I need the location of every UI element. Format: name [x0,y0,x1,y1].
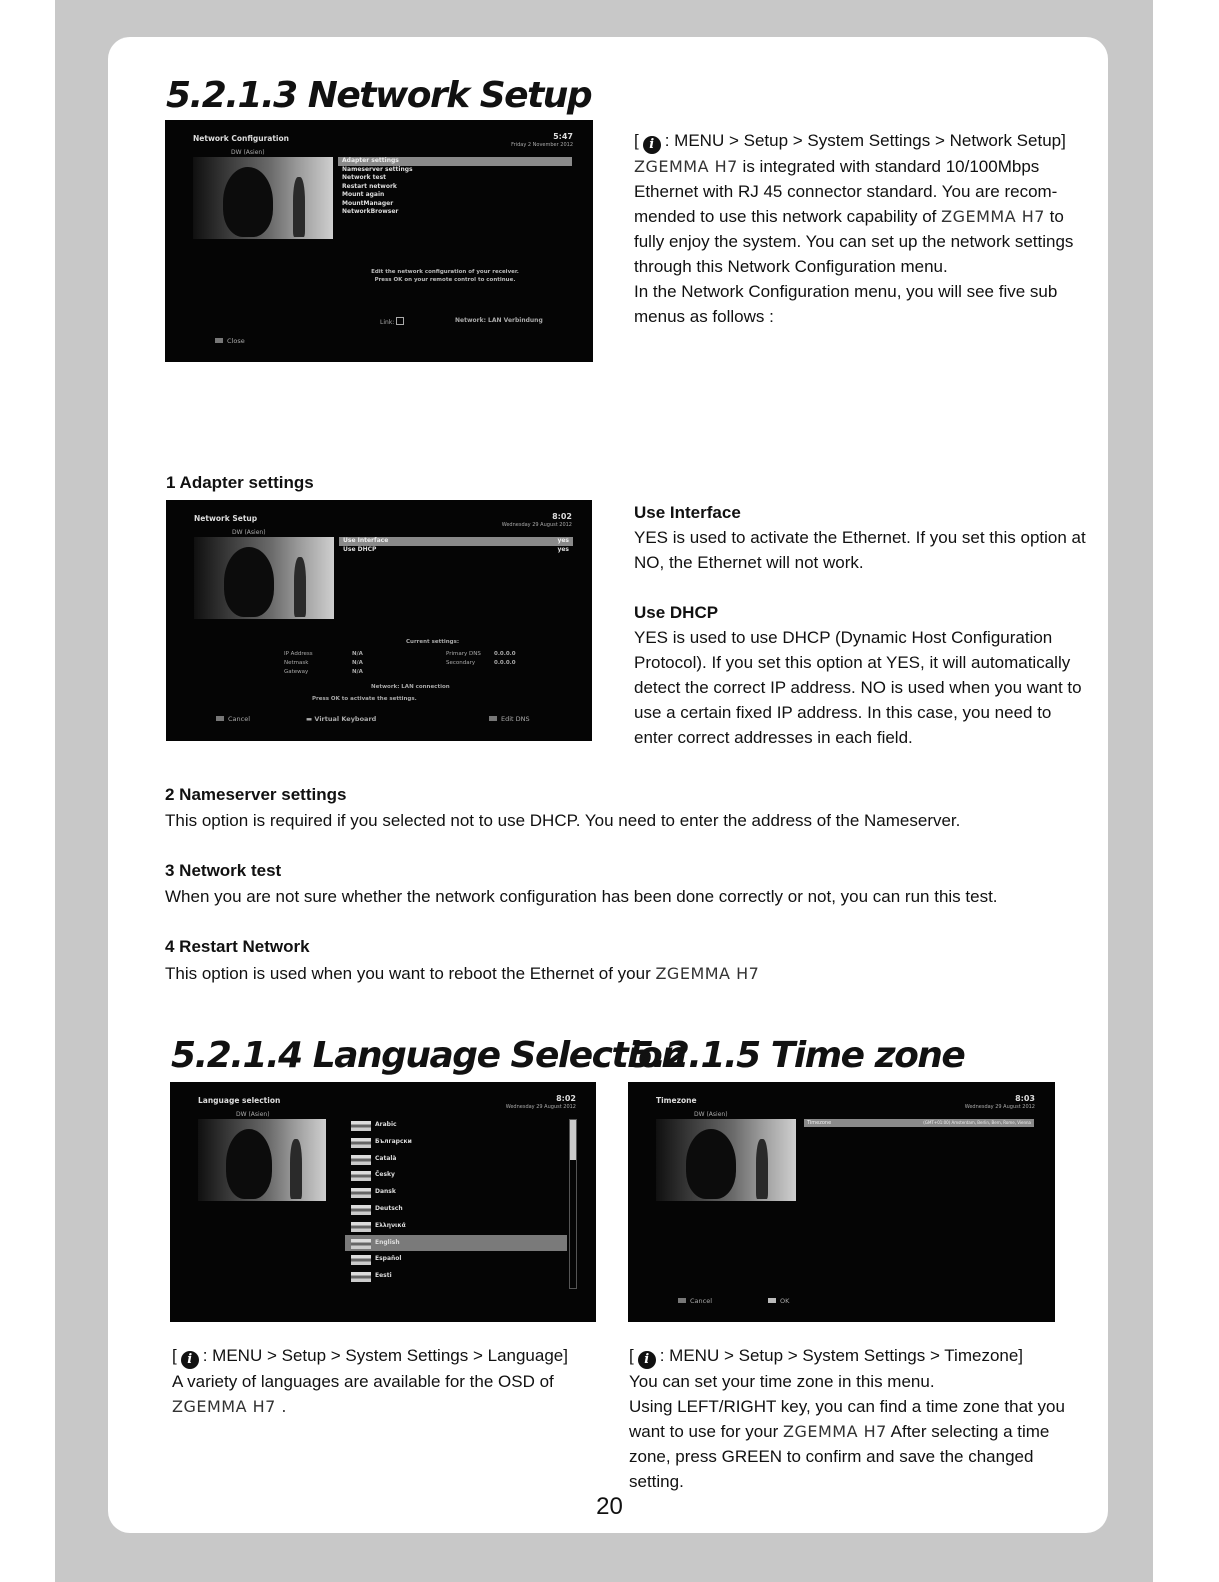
gateway-value: N/A [352,669,363,675]
hint-line-2: Press OK on your remote control to continue. [374,277,516,283]
use-interface-text: YES is used to activate the Ethernet. If you set this option at NO, the Ethernet will not work. [634,528,1086,572]
cancel-button[interactable] [678,1297,712,1305]
timezone-row[interactable] [804,1119,1034,1127]
keyboard-icon: ▬ [306,715,315,723]
flag-icon [351,1272,371,1282]
network-test-heading: 3 Network test [165,861,282,880]
language-label: Español [375,1255,402,1263]
language-list [345,1117,567,1285]
menu-item[interactable]: Restart network [342,182,397,190]
screen-time: 8:02 [556,1094,576,1103]
menu-item-value: yes [557,545,569,553]
language-label: Català [375,1154,397,1162]
screen-channel: DW (Asien) [232,529,266,536]
screen-date: Friday 2 November 2012 [511,142,573,148]
menu-item[interactable]: Mount again [342,191,385,198]
flag-icon [351,1138,371,1148]
flag-icon [351,1255,371,1265]
language-label: Български [375,1137,412,1145]
link-label: Link: [380,319,395,326]
menu-item[interactable]: Nameserver settings [342,165,413,173]
network-config-screenshot [165,120,593,362]
use-dhcp-title: Use DHCP [634,603,719,622]
nameserver-heading: 2 Nameserver settings [165,785,347,804]
ok-button[interactable] [768,1297,789,1305]
language-selection-screenshot [170,1082,596,1322]
network-status: Network: LAN connection [371,684,450,690]
screen-time: 8:03 [1015,1094,1035,1103]
hint-line-1: Edit the network configuration of your receiver. [371,269,519,275]
press-ok-hint: Press OK to activate the settings. [312,696,417,702]
tv-preview [193,157,333,239]
tv-preview [198,1119,326,1201]
tv-preview [194,537,334,619]
device-name: ZGEMMA H7 [634,157,738,176]
language-label: Česky [375,1171,395,1179]
adapter-menu [339,537,573,554]
primary-dns-value: 0.0.0.0 [494,651,516,657]
menu-item-label: Use DHCP [343,545,377,553]
intro-text-b: to fully enjoy the system. You can set up the network settings through this Network Configuration menu. [634,207,1074,276]
screen-date: Wednesday 29 August 2012 [964,1104,1035,1110]
flag-icon [351,1222,371,1232]
screen-title: Timezone [656,1096,697,1105]
device-name: ZGEMMA H7 [941,207,1045,226]
menu-item[interactable] [339,546,573,555]
netmask-label: Netmask [284,660,309,666]
link-checkbox-icon [396,317,404,325]
language-item[interactable] [345,1201,567,1218]
close-button[interactable] [215,337,245,345]
restart-heading: 4 Restart Network [165,937,310,956]
restart-text-body: This option is used when you want to reboot the Ethernet of your [165,964,656,983]
cancel-label: Cancel [690,1297,713,1305]
screen-title: Language selection [198,1096,281,1105]
timezone-text-1: You can set your time zone in this menu. [629,1372,935,1391]
virtual-keyboard-label: Virtual Keyboard [314,715,377,723]
language-item[interactable] [345,1151,567,1168]
network-menu [338,157,572,217]
timezone-screenshot [628,1082,1055,1322]
blue-key-icon [489,716,497,721]
tv-preview [656,1119,796,1201]
screen-title: Network Setup [194,514,258,523]
netmask-value: N/A [352,660,363,666]
menu-item[interactable]: Adapter settings [338,157,572,166]
flag-icon [351,1171,371,1181]
page-number: 20 [596,1493,623,1520]
screen-channel: DW (Asien) [231,149,265,156]
red-key-icon [678,1298,686,1303]
screen-title: Network Configuration [193,134,289,143]
network-setup-description: [ i : MENU > Setup > System Settings > Network Setup] ZGEMMA H7 is integrated with standard 10/100Mbps Ethernet with RJ 45 connector standard. You are recom-mended to use this network capability of ZGEMMA H7 to fully enjoy the system. You can set up the network settings through this Network Configuration menu. In the Network Configuration menu, you will see five sub menus as follows : [634,128,1089,329]
use-dhcp-text: YES is used to use DHCP (Dynamic Host Configuration Protocol). If you set this option at YES, it will automatically detect the correct IP address. NO is used when you want to use a certain fixed IP address. In this case, you need to enter correct addresses in each field. [634,628,1082,747]
flag-icon [351,1205,371,1215]
menu-item[interactable] [339,537,573,546]
timezone-text-2a: Using LEFT/RIGHT key, you can find a time zone that you want to use for your [629,1397,1065,1441]
info-icon: i [181,1351,199,1369]
flag-icon [351,1155,371,1165]
menu-item-value: yes [557,537,569,544]
language-item[interactable] [345,1218,567,1235]
menu-path: : MENU > Setup > System Settings > Language] [202,1346,568,1365]
use-interface-title: Use Interface [634,503,741,522]
screen-time: 5:47 [553,132,573,141]
secondary-dns-label: Secondary [446,660,476,666]
language-item[interactable] [345,1167,567,1184]
language-label: English [375,1238,400,1246]
edit-dns-label: Edit DNS [501,715,530,723]
secondary-dns-value: 0.0.0.0 [494,660,516,666]
language-text: A variety of languages are available for the OSD of [172,1372,554,1391]
network-test-text: When you are not sure whether the network configuration has been done correctly or not, you can run this test. [165,887,998,906]
virtual-keyboard-button[interactable] [306,715,376,723]
screen-channel: DW (Asien) [694,1111,728,1118]
language-item-selected[interactable] [345,1235,567,1252]
timezone-text-2b: After selecting a time zone, press GREEN to confirm and save the changed setting. [629,1422,1050,1491]
scrollbar-thumb[interactable] [570,1120,576,1160]
adapter-heading: 1 Adapter settings [166,473,314,492]
flag-icon [351,1239,371,1249]
ip-value: N/A [352,651,363,657]
info-icon: i [643,136,661,154]
info-icon: i [638,1351,656,1369]
menu-item[interactable]: Network test [342,174,387,181]
language-item[interactable] [345,1184,567,1201]
timezone-label: Timezone [807,1120,832,1126]
flag-icon [351,1121,371,1131]
cancel-label: Cancel [228,715,251,723]
language-item[interactable] [345,1251,567,1268]
gateway-label: Gateway [284,669,309,675]
ok-label: OK [780,1297,790,1305]
menu-item[interactable]: NetworkBrowser [342,208,399,215]
network-setup-heading: 5.2.1.3 Network Setup [166,75,592,116]
menu-path: : MENU > Setup > System Settings > Timezone] [659,1346,1024,1365]
ip-label: IP Address [284,651,313,657]
language-label: Ελληνικά [375,1221,406,1229]
restart-text [165,961,1095,986]
screen-time: 8:02 [552,512,572,521]
language-item[interactable] [345,1268,567,1285]
current-settings-label: Current settings: [406,639,460,645]
menu-item[interactable]: MountManager [342,199,394,207]
adapter-settings-screenshot [166,500,592,741]
language-description: [ i : MENU > Setup > System Settings > Language] A variety of languages are available for the OSD of ZGEMMA H7 . [172,1343,592,1419]
primary-dns-label: Primary DNS [446,651,481,657]
language-label: Eesti [375,1272,392,1280]
red-key-icon [215,338,223,343]
nameserver-text: This option is required if you selected not to use DHCP. You need to enter the address of the Nameserver. [165,811,961,830]
screen-date: Wednesday 29 August 2012 [501,522,572,528]
link-status [380,317,404,326]
language-scrollbar[interactable] [569,1119,577,1289]
timezone-value: (GMT+01:00) Amsterdam, Berlin, Bern, Rome, Vienna [923,1120,1031,1125]
menu-path: : MENU > Setup > System Settings > Network Setup] [664,131,1066,150]
timezone-heading: 5.2.1.5 Time zone [629,1035,965,1076]
timezone-description: [ i : MENU > Setup > System Settings > Timezone] You can set your time zone in this menu. Using LEFT/RIGHT key, you can find a time zone that you want to use for your ZGEMMA H7 After selecting a time zone, press GREEN to confirm and save the changed setting. [629,1343,1069,1494]
screen-date: Wednesday 29 August 2012 [505,1104,576,1110]
red-key-icon [216,716,224,721]
cancel-button[interactable] [216,715,250,723]
device-name: ZGEMMA H7 [783,1422,887,1441]
language-label: Arabic [375,1121,397,1128]
intro-text-c: In the Network Configuration menu, you will see five sub menus as follows : [634,282,1058,326]
green-key-icon [768,1298,776,1303]
intro-text-a: is integrated with standard 10/100Mbps Ethernet with RJ 45 connector standard. You are recom-mended to use this network capability of [634,157,1058,226]
language-item[interactable] [345,1134,567,1151]
edit-dns-button[interactable] [489,715,530,723]
language-item[interactable] [345,1117,567,1134]
menu-item-label: Use Interface [343,537,389,544]
adapter-description [634,500,1089,750]
close-label: Close [227,337,245,345]
network-status: Network: LAN Verbindung [455,317,543,324]
screen-channel: DW (Asien) [236,1111,270,1118]
language-heading: 5.2.1.4 Language Selection [171,1035,686,1076]
device-name: ZGEMMA H7 . [172,1397,287,1416]
language-label: Deutsch [375,1204,403,1212]
language-label: Dansk [375,1188,396,1196]
device-name: ZGEMMA H7 [655,964,760,983]
flag-icon [351,1188,371,1198]
